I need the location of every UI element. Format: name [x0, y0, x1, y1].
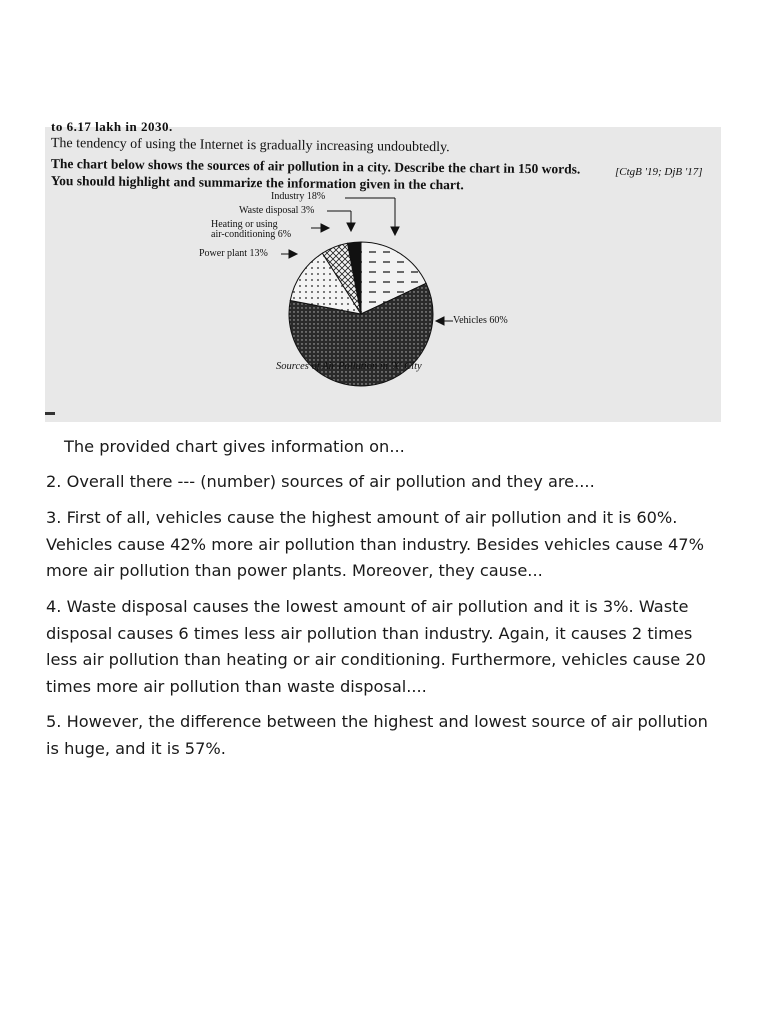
- answer-point-2: 2. Overall there --- (number) sources of air pollution and they are....: [46, 472, 595, 491]
- question-line-2: You should highlight and summarize the information given in the chart.: [50, 173, 464, 193]
- arrowhead-icon: [347, 223, 355, 231]
- intro-sentence: The tendency of using the Internet is gradually increasing undoubtedly.: [50, 136, 450, 156]
- label-power-plant: Power plant 13%: [199, 248, 268, 259]
- label-heating-line-1: Heating or using: [211, 219, 278, 230]
- answer-point-4: 4. Waste disposal causes the lowest amount of air pollution and it is 3%. Waste disposal causes 6 times less air pollution than industry. Again, it causes 2 times less air pollution than heating or air conditioning. Furthermore, vehicles cause 20 times more air pollution than waste disposal....: [46, 597, 706, 696]
- cut-off-text-line: to 6.17 lakh in 2030.: [51, 119, 173, 134]
- scanned-worksheet-image: [45, 119, 721, 422]
- arrowhead-icon: [391, 227, 399, 235]
- label-waste-disposal: Waste disposal 3%: [239, 205, 315, 216]
- answer-point-5: 5. However, the difference between the highest and lowest source of air pollution is huge, and it is 57%.: [46, 712, 708, 758]
- label-industry: Industry 18%: [271, 191, 326, 202]
- arrowhead-icon: [289, 250, 297, 258]
- scan-edge-mark: [45, 412, 55, 415]
- label-heating-line-2: air-conditioning 6%: [211, 229, 292, 240]
- arrowhead-icon: [436, 317, 444, 325]
- pie-chart: [45, 127, 721, 422]
- answer-point-3: 3. First of all, vehicles cause the highest amount of air pollution and it is 60%. Vehicles cause 42% more air pollution than industry. Besides vehicles cause 47% more air pollution than power plants. Moreover, they cause...: [46, 508, 704, 580]
- label-vehicles: Vehicles 60%: [453, 315, 508, 326]
- question-reference: [CtgB '19; DjB '17]: [615, 166, 703, 178]
- answer-intro-line: The provided chart gives information on...: [64, 437, 405, 456]
- arrowhead-icon: [321, 224, 329, 232]
- question-line-1: The chart below shows the sources of air pollution in a city. Describe the chart in 150 words.: [50, 156, 581, 177]
- chart-caption: Sources of Air Pollution in 'X' City: [276, 361, 422, 372]
